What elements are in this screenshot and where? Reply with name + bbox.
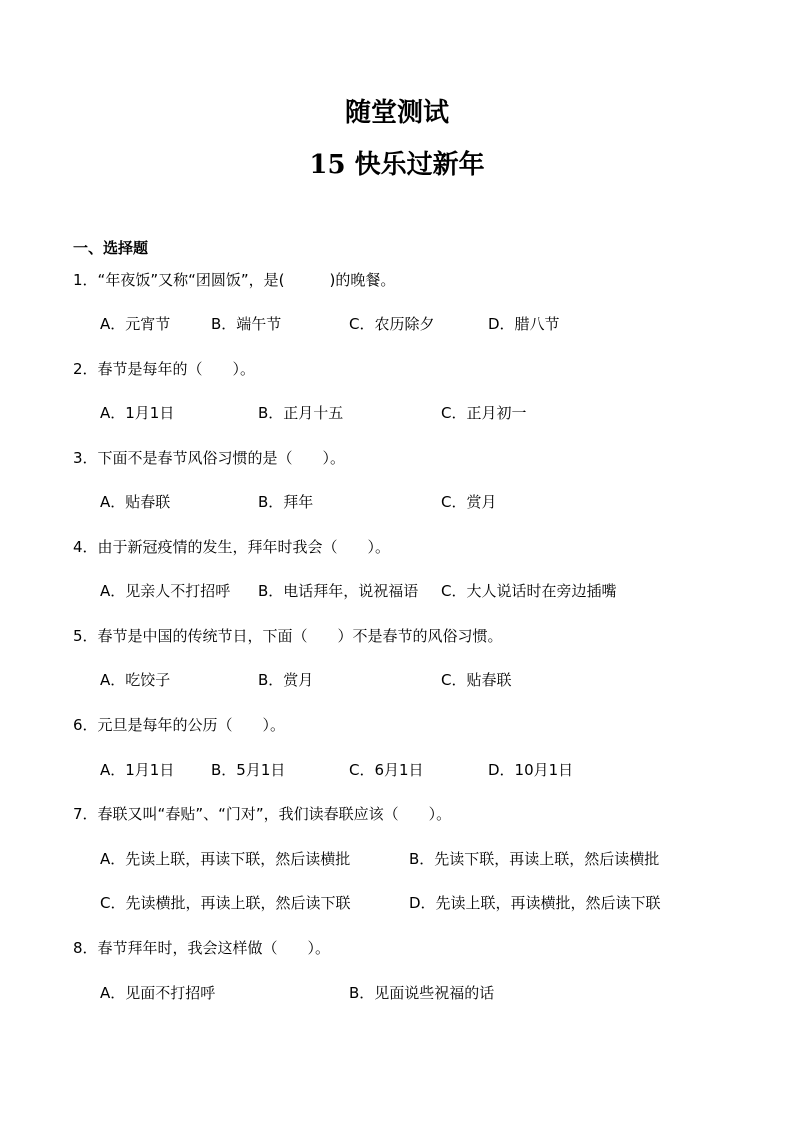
section-heading: 一、选择题 — [73, 239, 149, 257]
question-4-option-c: C．大人说话时在旁边插嘴 — [441, 582, 617, 600]
question-7-options-row-1 — [100, 849, 740, 869]
question-8-options — [100, 983, 740, 1003]
question-2-option-c: C．正月初一 — [441, 404, 527, 422]
question-6-option-d: D．10月1日 — [488, 761, 574, 779]
question-5-option-b: B．赏月 — [258, 671, 314, 689]
question-3-options — [100, 492, 740, 512]
question-5-stem: 5．春节是中国的传统节日，下面（ ）不是春节的风俗习惯。 — [73, 627, 503, 645]
question-3-option-a: A．贴春联 — [100, 493, 171, 511]
question-6-option-b: B．5月1日 — [211, 761, 286, 779]
question-8-option-a: A．见面不打招呼 — [100, 984, 216, 1002]
question-7-option-a: A．先读上联，再读下联，然后读横批 — [100, 850, 351, 868]
question-7-options-row-2 — [100, 893, 740, 913]
question-2-stem: 2．春节是每年的（ ）。 — [73, 360, 256, 378]
lesson-title: 15 快乐过新年 — [309, 150, 485, 180]
question-1-option-c: C．农历除夕 — [349, 315, 435, 333]
question-3-option-c: C．赏月 — [441, 493, 497, 511]
question-2-option-a: A．1月1日 — [100, 404, 175, 422]
question-7-option-c: C．先读横批，再读上联，然后读下联 — [100, 894, 351, 912]
question-1-option-a: A．元宵节 — [100, 315, 171, 333]
question-1-option-d: D．腊八节 — [488, 315, 560, 333]
question-1-options — [100, 314, 740, 334]
question-7-option-b: B．先读下联，再读上联，然后读横批 — [409, 850, 660, 868]
question-4-option-a: A．见亲人不打招呼 — [100, 582, 231, 600]
question-6-option-c: C．6月1日 — [349, 761, 424, 779]
question-2-option-b: B．正月十五 — [258, 404, 344, 422]
question-5-options — [100, 670, 740, 690]
question-4-stem: 4．由于新冠疫情的发生，拜年时我会（ ）。 — [73, 538, 391, 556]
question-6-stem: 6．元旦是每年的公历（ ）。 — [73, 716, 286, 734]
question-6-option-a: A．1月1日 — [100, 761, 175, 779]
question-3-option-b: B．拜年 — [258, 493, 314, 511]
question-3-stem: 3．下面不是春节风俗习惯的是（ ）。 — [73, 449, 346, 467]
question-4-options — [100, 581, 740, 601]
question-6-options — [100, 760, 740, 780]
question-2-options — [100, 403, 740, 423]
question-8-stem: 8．春节拜年时，我会这样做（ ）。 — [73, 939, 331, 957]
question-5-option-c: C．贴春联 — [441, 671, 512, 689]
question-7-stem: 7．春联又叫“春贴”、“门对”，我们读春联应该（ ）。 — [73, 805, 452, 823]
page-title: 随堂测试 — [344, 98, 449, 128]
question-5-option-a: A．吃饺子 — [100, 671, 171, 689]
question-1-option-b: B．端午节 — [211, 315, 282, 333]
question-8-option-b: B．见面说些祝福的话 — [349, 984, 495, 1002]
question-7-option-d: D．先读上联，再读横批，然后读下联 — [409, 894, 661, 912]
question-1-stem: 1．“年夜饭”又称“团圆饭”，是( )的晚餐。 — [73, 271, 396, 289]
question-4-option-b: B．电话拜年，说祝福语 — [258, 582, 419, 600]
